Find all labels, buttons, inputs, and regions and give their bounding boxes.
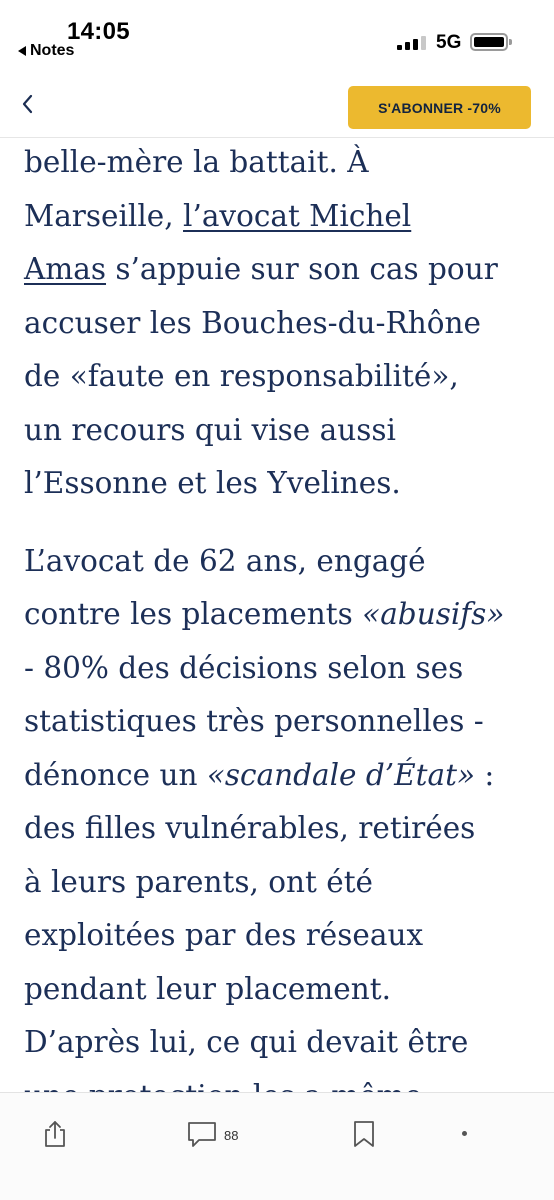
paragraph-gap [24, 511, 544, 535]
share-icon [42, 1119, 68, 1149]
article-text: s’appuie sur son cas pour [106, 252, 498, 286]
chevron-left-icon [18, 90, 36, 118]
lawyer-link[interactable]: l’avocat Michel [183, 198, 412, 233]
article-line: exploitées par des réseaux [24, 918, 424, 952]
article-body [24, 136, 544, 1090]
article-line: de «faute en responsabilité», [24, 359, 459, 393]
share-button[interactable] [42, 1119, 68, 1149]
more-icon [462, 1131, 467, 1136]
article-line: statistiques très personnelles - [24, 704, 484, 738]
article-line: des filles vulnérables, retirées [24, 811, 476, 845]
article-line: belle-mère la battait. À [24, 145, 369, 179]
back-button[interactable] [18, 90, 44, 120]
article-line: D’après lui, ce qui devait être [24, 1025, 469, 1059]
status-bar [0, 0, 554, 70]
article-line [24, 749, 544, 803]
bookmark-icon [352, 1119, 376, 1149]
battery-icon [470, 33, 508, 51]
subscribe-button[interactable]: S'ABONNER -70% [348, 86, 531, 129]
article-text: dénonce un [24, 757, 207, 792]
article-line: pendant leur placement. [24, 971, 391, 1006]
back-triangle-icon [18, 46, 26, 56]
back-app-label: Notes [30, 42, 75, 59]
network-type: 5G [436, 32, 462, 53]
more-button[interactable] [462, 1131, 471, 1136]
article-text: contre les placements [24, 597, 363, 631]
article-line [24, 588, 544, 642]
top-nav [0, 78, 554, 138]
article-paragraph [24, 136, 544, 511]
status-time: 14:05 [67, 18, 130, 45]
bottom-toolbar [0, 1092, 554, 1200]
article-line: un recours qui vise aussi [24, 412, 396, 447]
lawyer-link-continued[interactable]: Amas [24, 252, 107, 286]
article-paragraph [24, 535, 544, 1124]
article-line: à leurs parents, ont été [24, 864, 374, 899]
article-line: L’avocat de 62 ans, engagé [24, 543, 426, 578]
comment-count: 88 [224, 1127, 239, 1143]
article-line: l’Essonne et les Yvelines. [24, 466, 401, 500]
back-to-notes-link[interactable] [18, 42, 74, 60]
article-line: - 80% des décisions selon ses [24, 650, 464, 685]
signal-icon [397, 36, 426, 50]
comments-button[interactable] [186, 1119, 238, 1149]
article-line [24, 190, 544, 244]
bookmark-button[interactable] [352, 1119, 376, 1149]
quote-emphasis: «abusifs» [362, 597, 505, 631]
article-text: Marseille, [24, 198, 184, 233]
comment-icon [186, 1119, 218, 1149]
article-text: : [475, 757, 495, 792]
quote-emphasis: «scandale d’État» [206, 757, 476, 792]
article-line: accuser les Bouches-du-Rhône [24, 305, 481, 340]
article-line [24, 243, 544, 297]
